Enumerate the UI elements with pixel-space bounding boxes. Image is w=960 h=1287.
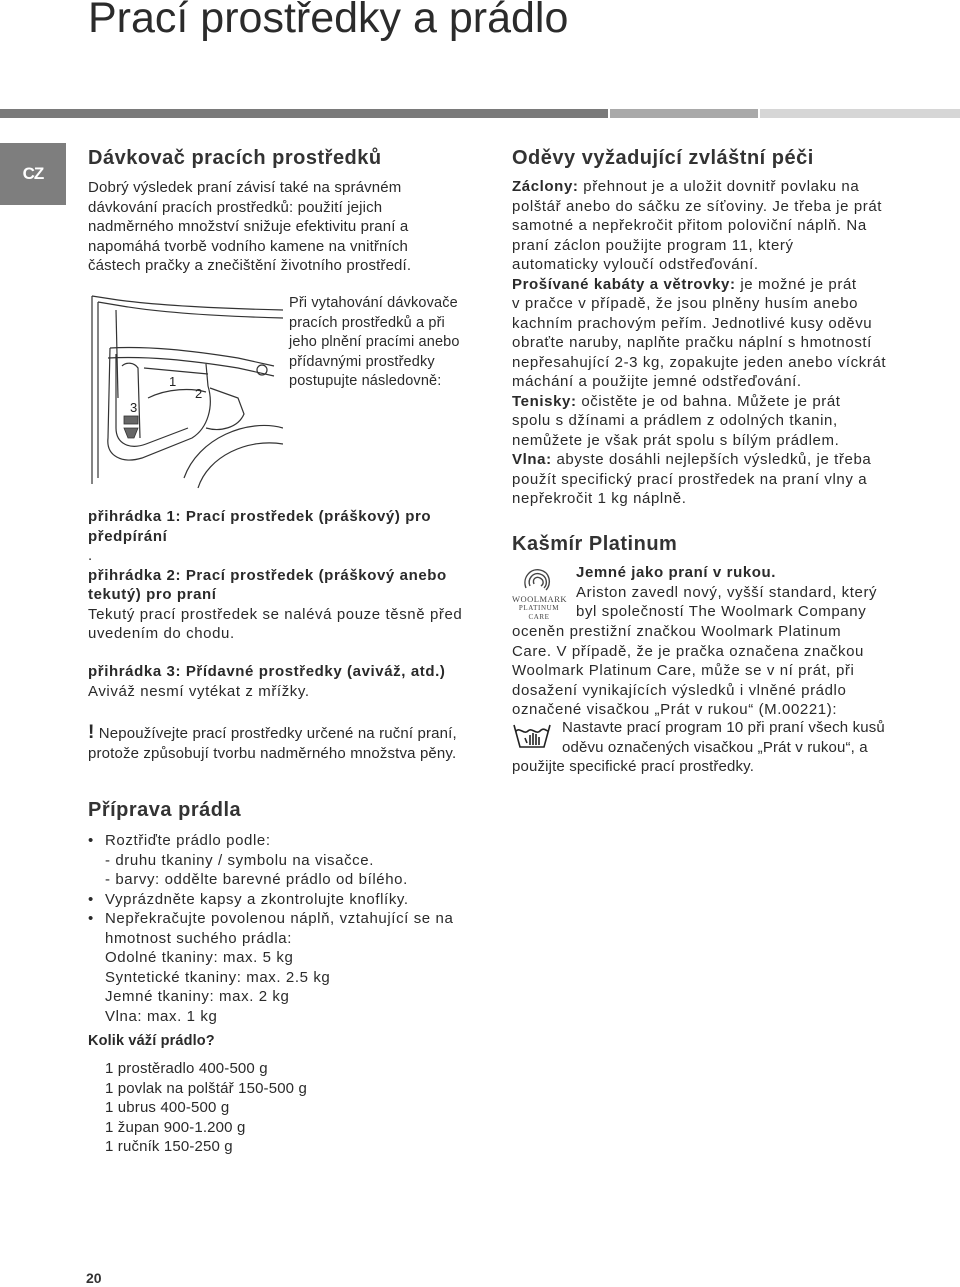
zaclony-text: přehnout je a uložit dovnitř povlaku na: [578, 178, 860, 195]
warning-text-cont: protože způsobují tvorbu nadměrného množstva pěny.: [88, 744, 457, 762]
cashmere-program: [562, 718, 885, 757]
intro-line: Dobrý výsledek praní závisí také na správném: [88, 179, 402, 196]
figure-label-3: 3: [130, 400, 138, 415]
figure-label-1: 1: [169, 374, 177, 389]
page-number: 20: [86, 1270, 102, 1286]
prep-list: [88, 831, 453, 1026]
cashmere-text: označené visačkou „Prát v rukou“ (M.00221):: [512, 701, 838, 718]
compartment-2-text: uvedením do chodu.: [88, 625, 235, 642]
prep-heading: Příprava prádla: [88, 799, 242, 821]
woolmark-logo-icon: [518, 564, 558, 594]
tenisky-text: nemůžete je však prát spolu s bílým prádlem.: [512, 431, 840, 449]
vlna-text: abyste dosáhli nejlepších výsledků, je třeba: [551, 451, 872, 468]
vlna-label: Vlna:: [512, 451, 552, 468]
kabaty-text: nepřesahující 2-3 kg, zopakujte jeden anebo víckrát: [512, 353, 887, 371]
dispenser-intro: [88, 178, 411, 276]
list-item-text: • Roztřiďte prádlo podle:: [105, 832, 271, 849]
logo-word: WOOLMARK: [512, 594, 567, 604]
logo-word: CARE: [528, 613, 550, 621]
kabaty-text: kachním prachovým peřím. Jednotlivé kusy oděvu: [512, 314, 873, 332]
compartment-3-text: Aviváž nesmí vytékat z mřížky.: [88, 682, 310, 700]
caption-line: postupujte následovně:: [289, 373, 442, 389]
dispenser-caption: [289, 294, 460, 392]
compartment-2-text: Tekutý prací prostředek se nalévá pouze těsně před: [88, 605, 463, 623]
header-bar-light: [760, 109, 960, 118]
cashmere-last-line: použijte specifické prací prostředky.: [512, 758, 755, 775]
kabaty-text: je možné je prát: [735, 275, 857, 293]
list-item-text: Syntetické tkaniny: max. 2.5 kg: [105, 968, 331, 986]
zaclony-text: praní záclon použijte program 11, který: [512, 236, 794, 254]
weight-item: 1 povlak na polštář 150-500 g: [105, 1079, 307, 1097]
list-item-text: - druhu tkaniny / symbolu na visačce.: [105, 851, 374, 869]
vlna-text: nepřekročit 1 kg náplně.: [512, 490, 687, 507]
logo-word: PLATINUM: [518, 604, 560, 612]
warning-text: Nepoužívejte prací prostředky určené na ruční praní,: [94, 725, 457, 742]
cashmere-heading: Kašmír Platinum: [512, 533, 678, 555]
intro-line: nadměrného množství snižuje efektivitu praní a: [88, 218, 409, 235]
cashmere-text: Ariston zavedl nový, vyšší standard, který: [576, 583, 878, 601]
intro-line: napomáhá tvorbě vodního kamene na vnitřních: [88, 237, 408, 255]
compartment-1-dot: .: [88, 547, 93, 564]
caption-line: jeho plnění pracími anebo: [289, 334, 460, 350]
cashmere-text: Woolmark Platinum Care, může se v ní prát, při: [512, 662, 855, 679]
list-item: [88, 909, 453, 1026]
weights-list: [105, 1059, 307, 1157]
dispenser-drawer-illustration: [88, 288, 283, 490]
kabaty-label: Prošívané kabáty a větrovky:: [512, 275, 736, 293]
weights-heading: Kolik váží prádlo?: [88, 1033, 215, 1049]
caption-line: pracích prostředků a při: [289, 314, 445, 331]
hand-wash-icon: [512, 721, 552, 751]
warning-icon: !: [88, 722, 95, 743]
zaclony-text: samotné a nepřekročit přitom poloviční náplň. Na: [512, 217, 867, 234]
kabaty-text: máchání a použijte jemné odstřeďování.: [512, 373, 802, 390]
compartment-1: [88, 507, 462, 644]
zaclony-label: Záclony:: [512, 178, 579, 195]
header-bar-dark: [0, 109, 608, 118]
cashmere-program-text: Nastavte prací program 10 při praní všech kusů: [562, 719, 885, 736]
language-tab: CZ: [0, 143, 66, 205]
kabaty-text: obraťte naruby, naplňte pračku náplní s hmotností: [512, 334, 872, 351]
list-item-text: Jemné tkaniny: max. 2 kg: [105, 988, 290, 1005]
kabaty-text: v pračce v případě, že jsou plněny husím anebo: [512, 295, 859, 312]
tenisky-text: očistěte je od bahna. Můžete je prát: [576, 392, 841, 410]
cashmere-intro: [576, 563, 877, 622]
special-care-heading: Oděvy vyžadující zvláštní péči: [512, 147, 814, 169]
compartment-2-title: přihrádka 2: Prací prostředek (práškový anebo: [88, 566, 447, 584]
compartment-1-title-cont: předpírání: [88, 527, 168, 545]
detergent-warning: [88, 723, 457, 763]
compartment-3: [88, 662, 445, 701]
compartment-2-title-cont: tekutý) pro praní: [88, 586, 217, 603]
vlna-text: použít specifický prací prostředek na praní vlny a: [512, 470, 868, 488]
header-bar-mid: [610, 109, 758, 118]
list-item-text: • Nepřekračujte povolenou náplň, vztahující se na: [105, 910, 454, 927]
list-item: [88, 890, 453, 910]
page-title: Prací prostředky a prádlo: [88, 0, 569, 42]
cashmere-text: Care. V případě, že je pračka označena značkou: [512, 642, 864, 660]
weight-item: 1 ručník 150-250 g: [105, 1138, 233, 1155]
compartment-1-title: přihrádka 1: Prací prostředek (práškový) pro: [88, 508, 432, 525]
weight-item: 1 ubrus 400-500 g: [105, 1099, 230, 1116]
tenisky-label: Tenisky:: [512, 392, 577, 410]
weight-item: 1 župan 900-1.200 g: [105, 1118, 246, 1136]
woolmark-logo-text: [512, 595, 566, 622]
list-item-text: Vlna: max. 1 kg: [105, 1007, 218, 1025]
special-care-text: [512, 177, 886, 509]
cashmere-text: oceněn prestižní značkou Woolmark Platinum: [512, 623, 842, 640]
list-item: [88, 831, 453, 890]
list-item-text: - barvy: oddělte barevné prádlo od bílého.: [105, 871, 408, 888]
cashmere-body: [512, 622, 864, 720]
zaclony-text: automaticky vyloučí odstřeďování.: [512, 256, 759, 273]
caption-line: Při vytahování dávkovače: [289, 295, 458, 311]
intro-line: částech pračky a znečištění životního prostředí.: [88, 257, 412, 274]
tenisky-text: spolu s džínami a prádlem z odolných tkanin,: [512, 412, 838, 429]
figure-label-2: 2: [195, 386, 203, 401]
compartment-3-title: přihrádka 3: Přídavné prostředky (aviváž, atd.): [88, 663, 446, 680]
cashmere-text: byl společností The Woolmark Company: [576, 603, 867, 620]
cashmere-tagline: Jemné jako praní v rukou.: [576, 564, 777, 581]
zaclony-text: polštář anebo do sáčku ze síťoviny. Je třeba je prát: [512, 197, 883, 215]
weight-item: 1 prostěradlo 400-500 g: [105, 1060, 268, 1077]
list-item-text: • Vyprázdněte kapsy a zkontrolujte knoflíky.: [105, 890, 409, 908]
list-item-text: Odolné tkaniny: max. 5 kg: [105, 949, 294, 966]
cashmere-program-text: oděvu označených visačkou „Prát v rukou“, a: [562, 738, 868, 756]
caption-line: přídavnými prostředky: [289, 353, 435, 370]
dispenser-heading: Dávkovač pracích prostředků: [88, 147, 382, 169]
cashmere-text: dosažení vynikajících výsledků i vlněné prádlo: [512, 681, 847, 699]
intro-line: dávkování pracích prostředků: použití jejich: [88, 198, 383, 216]
list-item-text: hmotnost suchého prádla:: [105, 929, 293, 947]
